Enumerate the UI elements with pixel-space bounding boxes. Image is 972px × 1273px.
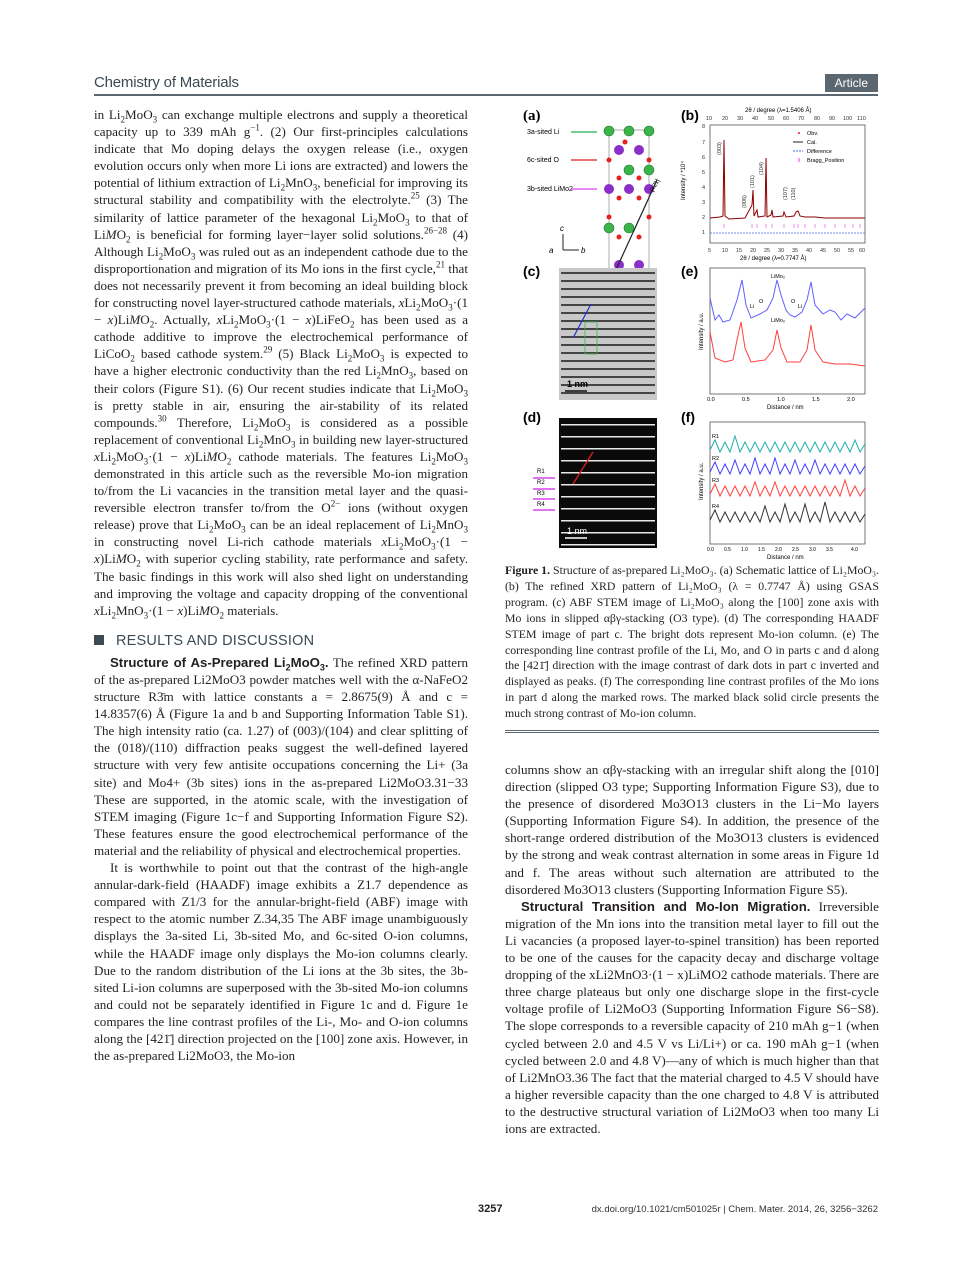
- svg-text:2.0: 2.0: [847, 397, 855, 403]
- svg-text:Intensity / a.u.: Intensity / a.u.: [699, 312, 705, 350]
- migration-paragraph: Structural Transition and Mo-Ion Migration. Irreversible migration of the Mn ions into the transition metal layer to fill out the Li vacancies (a proposed layer-to-spinel transition) has been reported to be one of the causes for the capacity decay and discharge voltage dropping of the xLi2MnO3·(1 − x)LiMO2 cathode materials. There are three charge plateaus but only one discharge slope in the first-cycle voltage profile of Li2MoO3 (Supporting Information Figure S6−S8). The slope corresponds to a reversible capacity of 210 mAh g−1 (when cycled between 2.0 and 4.5 V vs Li/Li+) or ca. 190 mAh g−1 (when cycled between 2.0 and 4.8 V)—any of which is much higher than that of Li2MnO3.36 The fact that the material charged to 4.5 V should have a higher reversible capacity than the one charged to 4.8 V is attributed to the destructive structural variation of Li2MoO3 when too many Li ions are extracted.: [505, 898, 879, 1136]
- svg-text:90: 90: [829, 116, 836, 122]
- svg-text:80: 80: [814, 116, 821, 122]
- svg-text:O: O: [759, 299, 764, 305]
- svg-text:3.0: 3.0: [809, 547, 816, 553]
- svg-text:(110): (110): [791, 187, 797, 200]
- svg-text:1: 1: [702, 230, 706, 236]
- svg-text:2θ / degree (λ=1.5406 Å): 2θ / degree (λ=1.5406 Å): [745, 108, 812, 114]
- panel-f-label: (f): [681, 409, 695, 425]
- svg-text:6c-sited O: 6c-sited O: [527, 157, 559, 164]
- svg-text:4: 4: [702, 185, 706, 191]
- svg-text:R1: R1: [712, 434, 720, 440]
- panel-e-label: (e): [681, 263, 699, 279]
- section-heading: RESULTS AND DISCUSSION: [94, 633, 468, 650]
- svg-text:60: 60: [859, 248, 866, 254]
- svg-text:Li: Li: [750, 304, 755, 310]
- svg-text:R4: R4: [537, 502, 545, 508]
- panel-d-label: (d): [523, 409, 541, 425]
- right-column: [505, 761, 879, 1137]
- left-column: [94, 106, 468, 1064]
- svg-text:0.5: 0.5: [742, 397, 750, 403]
- panel-c-label: (c): [523, 263, 541, 279]
- svg-text:20: 20: [722, 116, 729, 122]
- svg-text:1 nm: 1 nm: [567, 526, 588, 536]
- svg-text:Intensity / *10⁴: Intensity / *10⁴: [681, 161, 687, 200]
- page-header: [94, 72, 878, 96]
- svg-text:50: 50: [768, 116, 775, 122]
- subsection-title: Structure of As-Prepared $Li_2MoO_3$.: [110, 654, 329, 673]
- svg-text:Difference: Difference: [807, 149, 832, 155]
- svg-text:60: 60: [783, 116, 790, 122]
- intro-paragraph: in $Li_2MoO_3$ can exchange multiple electrons and supply a theoretical capacity up to 339 mAh $g^{-1}$. (2) Our first-principles calculations indicate that Mo doping delays the oxygen release (i.e., oxygen evolution occurs only when more Li ions are extracted) and lowers the potential of lithium extraction of $Li_2MnO_3$, beneficial for improving its structural stability and compatibility with the electrolyte.$^{25}$ (3) The similarity of lattice parameter of the hexagonal $Li_2MoO_3$ to that of LiMO$_2$ is beneficial for forming layer−layer solid solutions.$^{26-28}$ (4) Although $Li_2MoO_3$ was ruled out as an independent cathode due to the disproportionation and migration of its Mo ions in the first cycle,$^{21}$ that does not necessarily prevent it from becoming an ideal building block for constructing novel layer-structured cathode materials, xLi$_2$MoO$_3$·(1 − x)LiMO$_2$. Actually, xLi$_2$MoO$_3$·(1 − x)LiFeO$_2$ has been used as a cathode additive to improve the electrochemical performance of LiCoO$_2$ based cathode system.$^{29}$ (5) Black $Li_2MoO_3$ is expected to have a higher electronic conductivity than the red $Li_2MnO_3$, based on their colors (Figure S1). (6) Our recent studies indicate that $Li_2MoO_3$ is pretty stable in air, ensuring the air-stability of its related compounds.$^{30}$ Therefore, $Li_2MoO_3$ is considered as a possible replacement of conventional $Li_2MnO_3$ in building new layer-structured xLi$_2$MoO$_3$·(1 − x)LiMO$_2$ cathode materials. The features $Li_2MoO_3$ demonstrated in this article such as the reversible Mo-ion migration to/from the Li vacancies in the transition metal layer and the quasi-reversible electron transfer to/from the $O^{2-}$ ions (without oxygen release) prove that $Li_2MoO_3$ can be an ideal replacement of $Li_2MnO_3$ in constructing novel Li-rich cathode materials xLi$_2$MoO$_3$·(1 − x)LiMO$_2$ with superior cycling stability, rate performance and safety. The basic findings in this work will also shed light on understanding and improving the voltage and capacity dropping of the conventional xLi$_2$MnO$_3$·(1 − x)LiMO$_2$ materials.: [94, 107, 469, 621]
- svg-text:Obv.: Obv.: [807, 131, 819, 137]
- svg-text:3.5: 3.5: [826, 547, 833, 553]
- svg-text:1.5: 1.5: [758, 547, 765, 553]
- svg-text:10: 10: [722, 248, 729, 254]
- svg-text:R3: R3: [712, 478, 720, 484]
- svg-text:70: 70: [798, 116, 805, 122]
- svg-text:0.0: 0.0: [707, 547, 714, 553]
- svg-text:1.5: 1.5: [812, 397, 820, 403]
- stacking-paragraph: columns show an αβγ-stacking with an irregular shift along the [010] direction (slipped O3 type; Supporting Information Figure S3), due to the presence of disordered Mo3O13 clusters in the Li−Mo layers (Supporting Information Figure S4). In addition, the presence of the short-range ordered distribution of the Mo3O13 clusters is evidenced by the strong and weak contrast alternation in some areas in Figure 1d and f. The areas without such alternation are attributed to the disordered Mo3O13 clusters (Supporting Information Figure S5).: [505, 762, 879, 897]
- svg-text:a: a: [549, 246, 554, 255]
- svg-text:0.5: 0.5: [724, 547, 731, 553]
- svg-text:50: 50: [834, 248, 841, 254]
- caption-text: Structure of as-prepared Li₂MoO₃. (a) Schematic lattice of Li₂MoO₃. (b) The refined XRD pattern of Li₂MoO₃ (λ = 0.7747 Å) using GSAS program. (c) ABF STEM image of Li₂MoO₃ along the [100] zone axis with Mo ions in slipped αβγ-stacking (O3 type). (d) The corresponding HAADF STEM image of part c. The bright dots represent Mo-ion column. (e) The corresponding line contrast profile of the Li, Mo, and O in parts c and d along the [421̄] direction with the image contrast of dark dots in part c inverted and displayed as peaks. (f) The corresponding line contrast profiles of the Mo ions in part d along the marked rows. The marked black solid circle presents the much strong contrast of Mo-ion column.: [505, 563, 880, 721]
- svg-text:R2: R2: [537, 480, 545, 486]
- svg-text:R4: R4: [712, 504, 720, 510]
- svg-text:30: 30: [737, 116, 744, 122]
- svg-text:(006): (006): [742, 195, 748, 208]
- svg-text:2.0: 2.0: [775, 547, 782, 553]
- svg-text:(003): (003): [717, 142, 723, 155]
- svg-text:45: 45: [820, 248, 827, 254]
- panel-a-label: (a): [523, 108, 541, 124]
- svg-text:110: 110: [857, 116, 866, 122]
- figure-graphic: [505, 100, 883, 560]
- svg-text:[42̄1]: [42̄1]: [649, 178, 662, 193]
- svg-text:0.0: 0.0: [707, 397, 715, 403]
- svg-text:Li: Li: [798, 304, 803, 310]
- svg-text:(107): (107): [783, 187, 789, 200]
- svg-text:c: c: [560, 224, 564, 233]
- svg-text:3: 3: [702, 200, 706, 206]
- svg-text:5: 5: [702, 170, 706, 176]
- svg-text:15: 15: [736, 248, 743, 254]
- svg-text:10: 10: [706, 116, 713, 122]
- doi-citation[interactable]: dx.doi.org/10.1021/cm501025r | Chem. Mater. 2014, 26, 3256−3262: [591, 1204, 878, 1215]
- svg-text:2: 2: [702, 215, 706, 221]
- svg-text:1.0: 1.0: [741, 547, 748, 553]
- figure-caption: [505, 563, 879, 733]
- svg-text:(104): (104): [759, 162, 765, 175]
- figure-1: [505, 100, 883, 560]
- svg-text:Distance / nm: Distance / nm: [767, 405, 804, 411]
- svg-text:O: O: [791, 299, 796, 305]
- svg-text:LiMo₂: LiMo₂: [771, 318, 786, 324]
- svg-text:Cal.: Cal.: [807, 140, 817, 146]
- svg-text:40: 40: [752, 116, 759, 122]
- svg-text:R3: R3: [537, 491, 545, 497]
- structure-paragraph: Structure of As-Prepared $Li_2MoO_3$. The refined XRD pattern of the as-prepared Li2MoO3 powder matches well with the α-NaFeO2 structure R3̄m with lattice constants a = 2.8675(9) Å and c = 14.8357(6) Å (Figure 1a and b and Supporting Information Table S1). The high intensity ratio (ca. 1.27) of (003)/(104) and clear splitting of the (018)/(110) diffraction peaks suggest the well-defined layered structure with very few antisite occupations concerning the Li+ (3a site) and Mo4+ (3b sites) ions in the as-prepared Li2MoO3.31−33 These are supported, in the atomic scale, with the investigation of STEM imaging (Figure 1c−f and Supporting Information Figure S2). These features ensure the good electrochemical performance of the material and the reliability of physical and electrochemical properties.: [94, 654, 468, 858]
- svg-text:7: 7: [702, 140, 706, 146]
- svg-text:5: 5: [708, 248, 712, 254]
- svg-text:Intensity / a.u.: Intensity / a.u.: [699, 462, 705, 500]
- svg-text:R1: R1: [537, 469, 545, 475]
- article-badge: Article: [825, 74, 878, 92]
- page-number: 3257: [478, 1203, 503, 1215]
- svg-text:20: 20: [750, 248, 757, 254]
- svg-text:2.5: 2.5: [792, 547, 799, 553]
- subsection-title: Structural Transition and Mo-Ion Migration.: [521, 898, 811, 914]
- panel-b-label: (b): [681, 107, 699, 123]
- svg-text:(101): (101): [750, 175, 756, 188]
- svg-text:55: 55: [848, 248, 855, 254]
- svg-text:1.0: 1.0: [777, 397, 785, 403]
- svg-text:2θ / degree (λ=0.7747 Å): 2θ / degree (λ=0.7747 Å): [740, 256, 807, 262]
- svg-text:Bragg_Position: Bragg_Position: [807, 158, 845, 164]
- svg-text:35: 35: [792, 248, 799, 254]
- svg-text:LiMo₂: LiMo₂: [771, 274, 786, 280]
- svg-text:4.0: 4.0: [851, 547, 858, 553]
- svg-text:1 nm: 1 nm: [567, 379, 589, 389]
- svg-text:8: 8: [702, 124, 706, 130]
- svg-text:Distance / nm: Distance / nm: [767, 555, 804, 560]
- svg-text:6: 6: [702, 155, 706, 161]
- svg-text:R2: R2: [712, 456, 720, 462]
- svg-text:100: 100: [843, 116, 853, 122]
- section-square-icon: [94, 635, 104, 645]
- svg-text:3b-sited LiMo2: 3b-sited LiMo2: [527, 186, 573, 193]
- svg-text:3a-sited Li: 3a-sited Li: [527, 129, 560, 136]
- haadf-paragraph: It is worthwhile to point out that the contrast of the high-angle annular-dark-field (HAADF) image exhibits a Z1.7 dependence as compared with Z1/3 for the annular-bright-field (ABF) image with respect to the atomic number Z.34,35 The ABF image unambiguously displays the 3a-sited Li, 3b-sited Mo, and 6c-sited O-ion columns, while the HAADF image only displays the Mo-ion columns clearly. Due to the random distribution of the Li ions at the 3b sites, the 3b-sited Li-ion columns are superposed with the 3b-sited Mo-ion columns and could not be separately identified in Figure 1c and d. Figure 1e compares the line contrast profiles of the Li-, Mo- and O-ion columns along the [421̄] direction projected on the [100] zone axis. However, in the as-prepared Li2MoO3, the Mo-ion: [94, 860, 468, 1064]
- svg-text:30: 30: [778, 248, 785, 254]
- svg-text:25: 25: [764, 248, 771, 254]
- svg-text:40: 40: [806, 248, 813, 254]
- caption-label: Figure 1.: [505, 563, 551, 577]
- journal-title: Chemistry of Materials: [94, 74, 239, 91]
- svg-text:b: b: [581, 246, 586, 255]
